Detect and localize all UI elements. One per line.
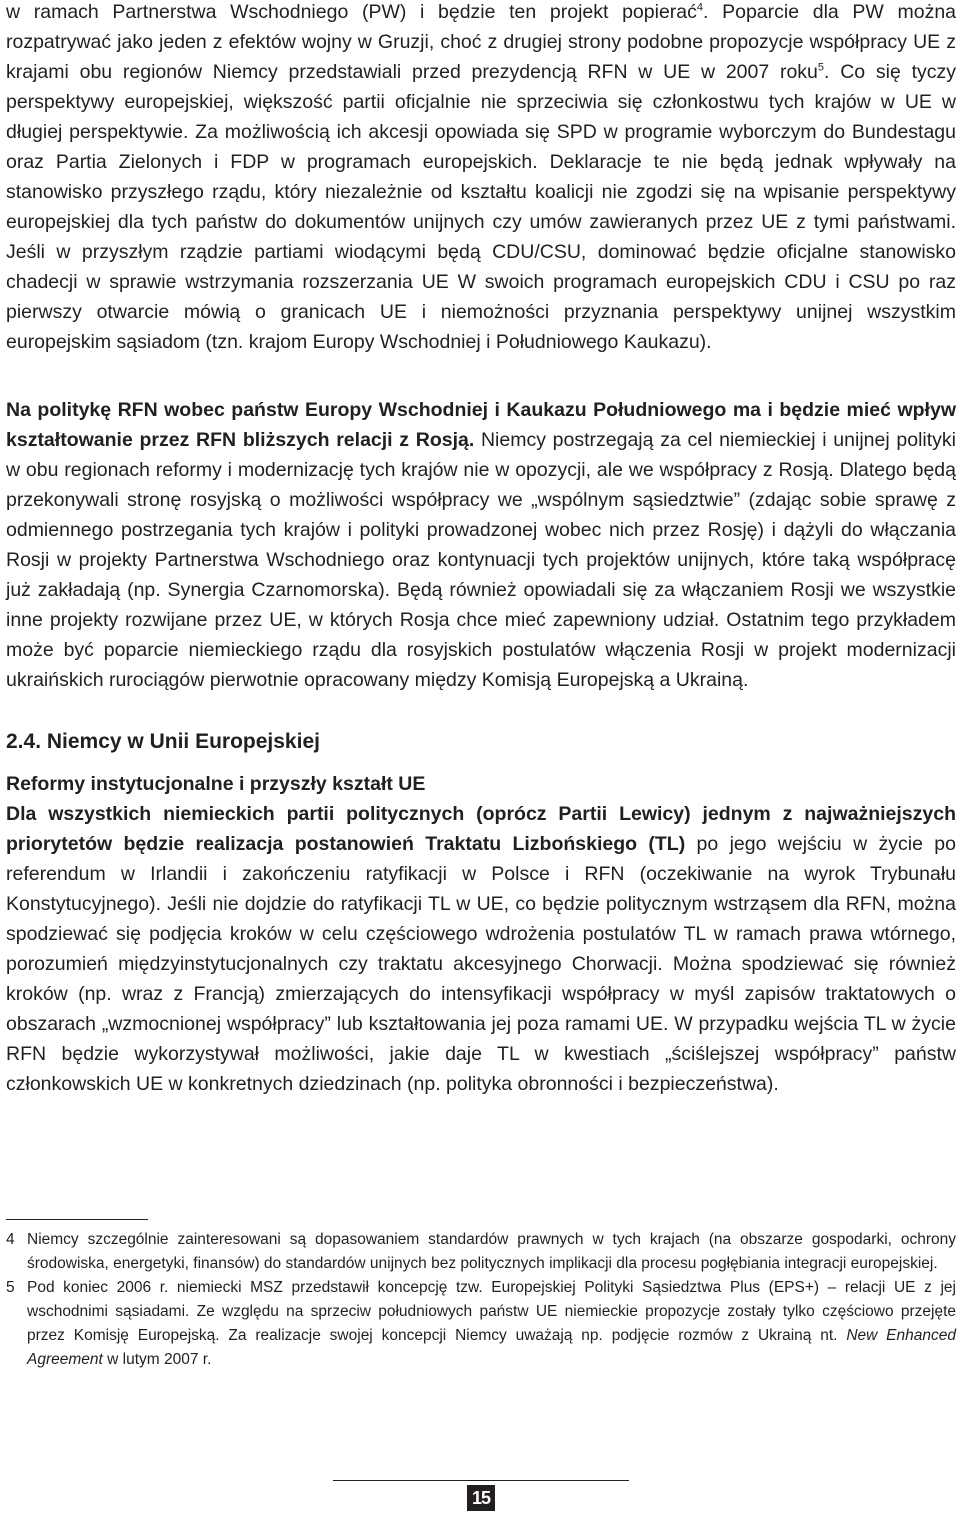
footnote-text-tail: w lutym 2007 r. bbox=[102, 1351, 212, 1368]
footnote-ref-4[interactable]: 4 bbox=[696, 1, 704, 14]
section-heading: 2.4. Niemcy w Unii Europejskiej bbox=[6, 730, 320, 753]
paragraph-1-text-a: w ramach Partnerstwa Wschodniego (PW) i będzie ten projekt popierać bbox=[6, 1, 697, 23]
paragraph-1-text-c: . Co się tyczy perspektywy europejskiej, większość partii oficjalnie nie sprzeciwia się członkostwu tych krajów w UE w długiej perspektywie. Za możliwością ich akcesji opowiada się SPD w programie wyborczym do Bundestagu oraz Partia Zielonych i FDP w programach europejskich. Deklaracje te nie będą jednak wpływały na stanowisko przyszłego rządu, który niezależnie od kształtu koalicji nie zgodzi się na wpisanie perspektywy europejskiej dla tych państw do dokumentów unijnych czy umów zawieranych przez UE z tymi państwami. Jeśli w przyszłym rządzie partiami wiodącymi będą CDU/CSU, dominować będzie oficjalne stanowisko chadecji w sprawie wstrzymania rozszerzania UE W swoich programach europejskich CDU i CSU po raz pierwszy otwarcie mówią o granicach UE i niemożności przyznania perspektywy unijnej wszystkim europejskim sąsiadom (tzn. krajom Europy Wschodniej i Południowego Kaukazu). bbox=[6, 61, 956, 353]
paragraph-2-text: Niemcy postrzegają za cel niemieckiej i unijnej polityki w obu regionach reformy i modernizację tych krajów nie w opozycji, ale we współpracy z Rosją. Dlatego będą przekonywali stronę rosyjską o możliwości współpracy we „wspólnym sąsiedztwie” (zdając sobie sprawę z odmiennego postrzegania tych krajów i polityki prowadzonej wobec nich przez Rosję) i dążyli do włączania Rosji w projekty Partnerstwa Wschodniego oraz kontynuacji tych projektów unijnych, które taką współpracę już zakładają (np. Synergia Czarnomorska). Będą również opowiadali się za włączaniem Rosji we wszystkie inne projekty rozwijane przez UE, w których Rosja chce mieć zapewniony udział. Ostatnim tego przykładem może być poparcie niemieckiego rządu dla rosyjskich postulatów włączenia Rosji w projekt modernizacji ukraińskich rurociągów pierwotnie opracowany między Komisją Europejską a Ukrainą. bbox=[6, 429, 956, 691]
paragraph-1 bbox=[6, 0, 956, 357]
footnote-number: 5 bbox=[6, 1279, 15, 1296]
page-number: 15 bbox=[467, 1485, 495, 1511]
paragraph-3 bbox=[6, 799, 956, 1099]
paragraph-3-bold-lead: Dla wszystkich niemieckich partii politycznych (oprócz Partii Lewicy) jednym z najważniejszych priorytetów będzie realizacja postanowień Traktatu Lizbońskiego (TL) bbox=[6, 803, 956, 855]
paragraph-2-bold-lead: Na politykę RFN wobec państw Europy Wschodniej i Kaukazu Południowego ma i będzie mieć wpływ kształtowanie przez RFN bliższych relacji z Rosją. bbox=[6, 399, 956, 451]
footnote-text: Pod koniec 2006 r. niemiecki MSZ przedstawił koncepcję tzw. Europejskiej Polityki Sąsiedztwa Plus (EPS+) – relacji UE z jej wschodnimi sąsiadami. Ze względu na sprzeciw południowych państw UE niemieckie propozycje zostały tylko częściowo przejęte przez Komisję Europejską. Za realizacje swojej koncepcji Niemcy uważają np. podjęcie rozmów z Ukrainą nt. bbox=[27, 1279, 956, 1344]
subheading: Reformy instytucjonalne i przyszły kształt UE bbox=[6, 773, 426, 795]
footnote-text: Niemcy szczególnie zainteresowani są dopasowaniem standardów prawnych w tych krajach (na obszarze gospodarki, ochrony środowiska, energetyki, finansów) do standardów unijnych bez politycznych implikacji dla procesu pogłębiania integracji europejskiej. bbox=[27, 1231, 956, 1272]
page-footer-rule bbox=[333, 1480, 629, 1481]
footnote-ref-5[interactable]: 5 bbox=[817, 61, 825, 74]
page-content bbox=[6, 0, 956, 1099]
footnote-separator bbox=[6, 1219, 148, 1220]
footnote-5 bbox=[6, 1276, 956, 1372]
footnote-italic-title: New Enhanced Agreement bbox=[27, 1327, 956, 1368]
paragraph-3-text: po jego wejściu w życie po referendum w Irlandii i zakończeniu ratyfikacji w Polsce i RFN (oczekiwanie na wyrok Trybunału Konstytucyjnego). Jeśli nie dojdzie do ratyfikacji TL w UE, co będzie politycznym wstrząsem dla RFN, można spodziewać się podjęcia kroków w celu częściowego wdrożenia postulatów TL w ramach prawa wtórnego, porozumień międzyinstytucjonalnych czy traktatu akcesyjnego Chorwacji. Można spodziewać się również kroków (np. wraz z Francją) zmierzających do intensyfikacji współpracy w myśl zapisów traktatowych o obszarach „wzmocnionej współpracy” lub kształtowania jej poza ramami UE. W przypadku wejścia TL w życie RFN będzie wykorzystywał możliwości, jakie daje TL w kwestiach „ściślejszej współpracy” państw członkowskich UE w konkretnych dziedzinach (np. polityka obronności i bezpieczeństwa). bbox=[6, 833, 956, 1095]
footnote-4 bbox=[6, 1228, 956, 1276]
footnotes bbox=[6, 1228, 956, 1372]
footnote-number: 4 bbox=[6, 1231, 15, 1248]
paragraph-1-text-b: . Poparcie dla PW można rozpatrywać jako jeden z efektów wojny w Gruzji, choć z drugiej strony podobne propozycje współpracy UE z krajami obu regionów Niemcy przedstawiali przed prezydencją RFN w UE w 2007 roku bbox=[6, 1, 957, 83]
paragraph-2 bbox=[6, 395, 956, 695]
